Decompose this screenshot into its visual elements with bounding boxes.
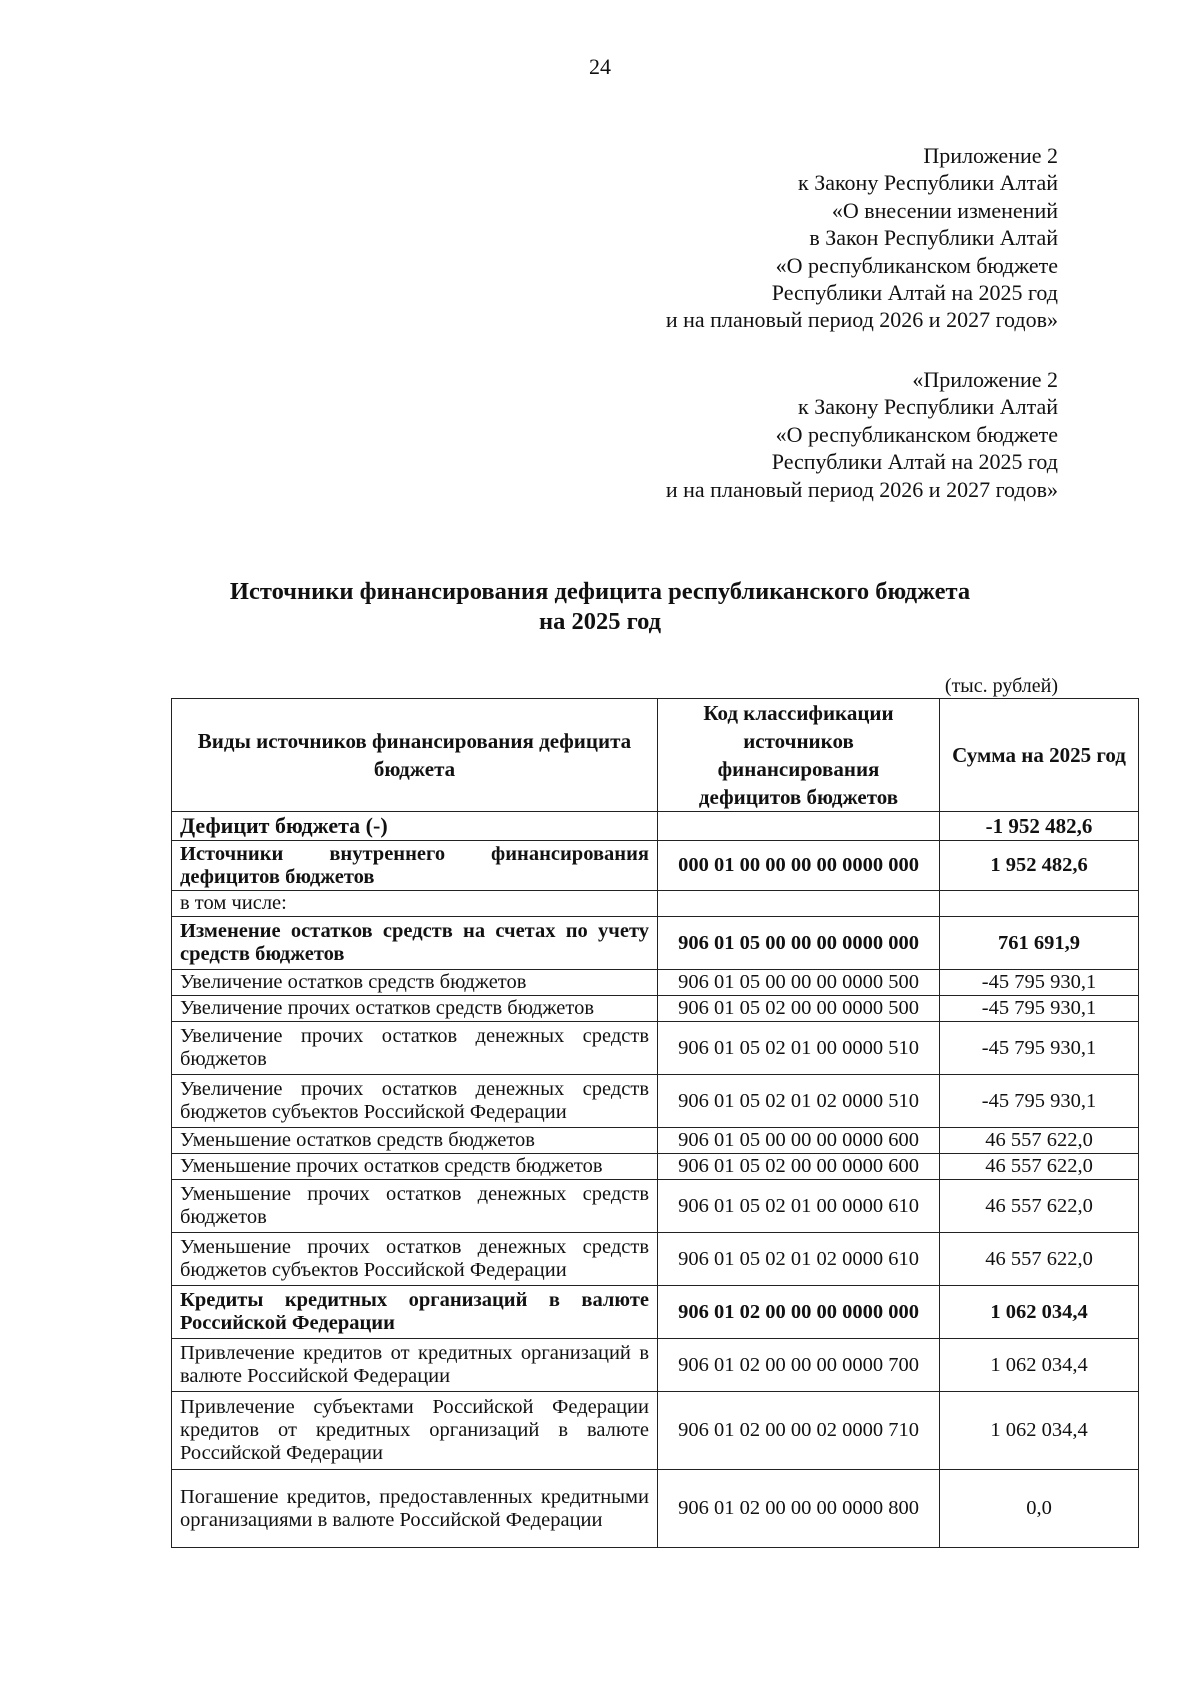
row-code: 906 01 05 00 00 00 0000 600 — [658, 1128, 940, 1154]
table-row — [172, 1233, 1139, 1286]
row-sum: 46 557 622,0 — [940, 1233, 1139, 1286]
table-row — [172, 1022, 1139, 1075]
row-code: 906 01 05 02 01 00 0000 610 — [658, 1180, 940, 1233]
row-name: Привлечение кредитов от кредитных организаций в валюте Российской Федерации — [172, 1339, 658, 1392]
row-code: 906 01 05 02 01 00 0000 510 — [658, 1022, 940, 1075]
row-code: 906 01 05 00 00 00 0000 000 — [658, 917, 940, 970]
row-code: 906 01 02 00 00 00 0000 000 — [658, 1286, 940, 1339]
document-title-line-1: Источники финансирования дефицита республиканского бюджета — [229, 578, 971, 605]
table-row — [172, 1075, 1139, 1128]
appendix-quote-line: к Закону Республики Алтай — [798, 394, 1058, 420]
appendix-header-line: Приложение 2 — [923, 143, 1058, 168]
appendix-quote-line: Республики Алтай на 2025 год — [771, 449, 1058, 475]
appendix-header-line: «О внесении изменений — [831, 197, 1058, 223]
table-row — [172, 891, 1139, 917]
row-sum: -1 952 482,6 — [940, 812, 1139, 841]
row-sum: -45 795 930,1 — [940, 1022, 1139, 1075]
row-sum — [940, 891, 1139, 917]
row-sum: -45 795 930,1 — [940, 1075, 1139, 1128]
row-name: Уменьшение прочих остатков денежных средств бюджетов субъектов Российской Федерации — [172, 1233, 658, 1286]
row-code: 906 01 05 02 01 02 0000 510 — [658, 1075, 940, 1128]
row-name: Кредиты кредитных организаций в валюте Российской Федерации — [172, 1286, 658, 1339]
row-name: Погашение кредитов, предоставленных кредитными организациями в валюте Российской Федерации — [172, 1470, 658, 1548]
row-name: Уменьшение остатков средств бюджетов — [172, 1128, 658, 1154]
appendix-quote-line: «О республиканском бюджете — [775, 421, 1058, 447]
table-row — [172, 917, 1139, 970]
row-sum: -45 795 930,1 — [940, 996, 1139, 1022]
document-title-line-2: на 2025 год — [538, 608, 662, 635]
appendix-header-line: и на плановый период 2026 и 2027 годов» — [665, 307, 1058, 333]
document-title — [0, 577, 1200, 637]
table-row — [172, 812, 1139, 841]
row-name: в том числе: — [172, 891, 658, 917]
header-sum-2025: Сумма на 2025 год — [940, 699, 1139, 812]
row-sum: 46 557 622,0 — [940, 1180, 1139, 1233]
row-code: 906 01 05 00 00 00 0000 500 — [658, 970, 940, 996]
page-number: 24 — [589, 54, 611, 79]
appendix-header — [458, 142, 1058, 334]
row-code — [658, 812, 940, 841]
row-code: 906 01 02 00 00 00 0000 700 — [658, 1339, 940, 1392]
row-sum: -45 795 930,1 — [940, 970, 1139, 996]
table-row — [172, 1392, 1139, 1470]
appendix-header-line: в Закон Республики Алтай — [809, 225, 1058, 251]
appendix-quote — [458, 366, 1058, 503]
row-code: 000 01 00 00 00 00 0000 000 — [658, 841, 940, 891]
row-name: Уменьшение прочих остатков денежных средств бюджетов — [172, 1180, 658, 1233]
table-header-row — [172, 699, 1139, 812]
row-name: Увеличение прочих остатков денежных средств бюджетов — [172, 1022, 658, 1075]
appendix-header-line: к Закону Республики Алтай — [798, 170, 1058, 196]
table-row — [172, 1128, 1139, 1154]
table-row — [172, 970, 1139, 996]
appendix-quote-line: и на плановый период 2026 и 2027 годов» — [665, 476, 1058, 502]
appendix-quote-line: «Приложение 2 — [912, 367, 1058, 392]
row-name: Увеличение остатков средств бюджетов — [172, 970, 658, 996]
row-code — [658, 891, 940, 917]
row-sum: 46 557 622,0 — [940, 1128, 1139, 1154]
table-row — [172, 1154, 1139, 1180]
row-sum: 1 062 034,4 — [940, 1286, 1139, 1339]
row-name: Увеличение прочих остатков денежных средств бюджетов субъектов Российской Федерации — [172, 1075, 658, 1128]
table-row — [172, 1180, 1139, 1233]
table-row — [172, 1470, 1139, 1548]
appendix-header-line: «О республиканском бюджете — [775, 252, 1058, 278]
table-row — [172, 841, 1139, 891]
row-name: Увеличение прочих остатков средств бюджетов — [172, 996, 658, 1022]
row-name: Уменьшение прочих остатков средств бюджетов — [172, 1154, 658, 1180]
appendix-header-line: Республики Алтай на 2025 год — [771, 280, 1058, 306]
row-sum: 46 557 622,0 — [940, 1154, 1139, 1180]
row-sum: 1 062 034,4 — [940, 1339, 1139, 1392]
row-name: Привлечение субъектами Российской Федерации кредитов от кредитных организаций в валюте Российской Федерации — [172, 1392, 658, 1470]
row-sum: 761 691,9 — [940, 917, 1139, 970]
row-name: Дефицит бюджета (-) — [172, 812, 658, 841]
row-code: 906 01 02 00 00 02 0000 710 — [658, 1392, 940, 1470]
row-sum: 1 952 482,6 — [940, 841, 1139, 891]
row-code: 906 01 05 02 00 00 0000 500 — [658, 996, 940, 1022]
row-name: Изменение остатков средств на счетах по учету средств бюджетов — [172, 917, 658, 970]
table-row — [172, 1286, 1139, 1339]
row-sum: 1 062 034,4 — [940, 1392, 1139, 1470]
row-code: 906 01 02 00 00 00 0000 800 — [658, 1470, 940, 1548]
budget-sources-table — [171, 698, 1139, 1548]
row-sum: 0,0 — [940, 1470, 1139, 1548]
table-row — [172, 1339, 1139, 1392]
header-classification-code: Код классификации источников финансирования дефицитов бюджетов — [658, 699, 940, 812]
row-code: 906 01 05 02 01 02 0000 610 — [658, 1233, 940, 1286]
row-code: 906 01 05 02 00 00 0000 600 — [658, 1154, 940, 1180]
units-label: (тыс. рублей) — [944, 675, 1058, 697]
row-name: Источники внутреннего финансирования дефицитов бюджетов — [172, 841, 658, 891]
table-row — [172, 996, 1139, 1022]
header-source-type: Виды источников финансирования дефицита бюджета — [172, 699, 658, 812]
